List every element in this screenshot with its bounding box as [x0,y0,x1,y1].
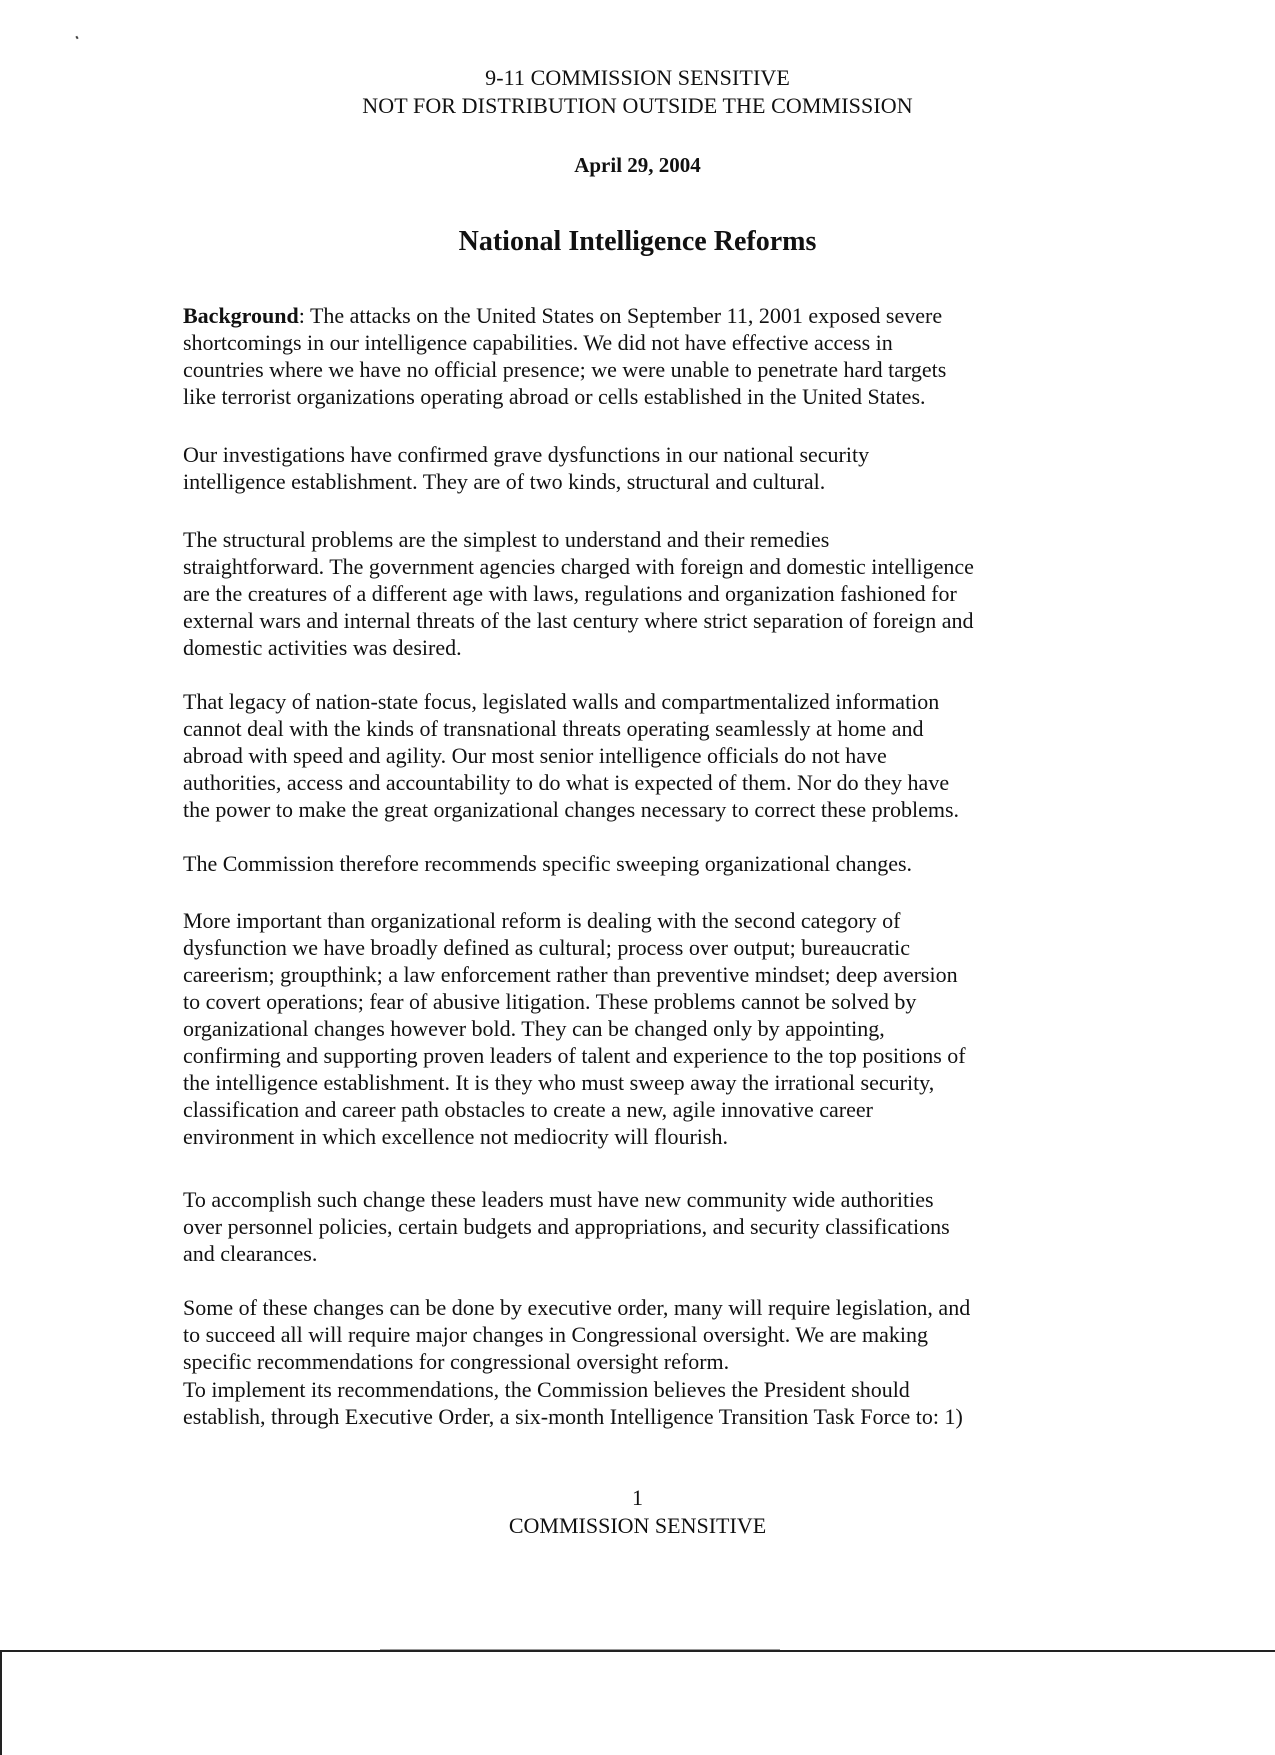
paragraph-task-force [183,1376,1103,1430]
paragraph-line: Some of these changes can be done by executive order, many will require legislation, and [183,1295,971,1320]
paragraph-line: external wars and internal threats of the last century where strict separation of foreign and [183,608,974,633]
paragraph-line: classification and career path obstacles to create a new, agile innovative career [183,1097,873,1122]
paragraph-line: To implement its recommendations, the Commission believes the President should [183,1377,910,1402]
paragraph-line: careerism; groupthink; a law enforcement rather than preventive mindset; deep aversion [183,962,958,987]
paragraph-line-text: : The attacks on the United States on September 11, 2001 exposed severe [298,303,943,328]
paragraph-line: dysfunction we have broadly defined as cultural; process over output; bureaucratic [183,935,910,960]
paragraph-background [183,302,1103,410]
paragraph-legacy [183,688,1103,823]
paragraph-line: intelligence establishment. They are of two kinds, structural and cultural. [183,469,826,494]
paragraph-line: environment in which excellence not mediocrity will flourish. [183,1124,728,1149]
scan-artifact-border [0,1650,1275,1652]
paragraph-line: domestic activities was desired. [183,635,462,660]
paragraph-line: abroad with speed and agility. Our most senior intelligence officials do not have [183,743,887,768]
paragraph-line: That legacy of nation-state focus, legislated walls and compartmentalized information [183,689,940,714]
paragraph-line: More important than organizational reform is dealing with the second category of [183,908,901,933]
paragraph-line: the power to make the great organizational changes necessary to correct these problems. [183,797,960,822]
paragraph-line: specific recommendations for congressional oversight reform. [183,1349,730,1374]
scan-speck [75,36,78,40]
paragraph-line: the intelligence establishment. It is they who must sweep away the irrational security, [183,1070,935,1095]
background-heading: Background [183,303,299,328]
paragraph-structural-problems [183,526,1103,661]
paragraph-executive-order [183,1294,1103,1375]
classification-header-line-2: NOT FOR DISTRIBUTION OUTSIDE THE COMMISSION [362,93,913,118]
paragraph-line: and clearances. [183,1241,318,1266]
paragraph-line: shortcomings in our intelligence capabilities. We did not have effective access in [183,330,893,355]
paragraph-line: countries where we have no official presence; we were unable to penetrate hard targets [183,357,947,382]
paragraph-cultural-dysfunction [183,907,1103,1150]
paragraph-line: Our investigations have confirmed grave dysfunctions in our national security [183,442,870,467]
paragraph-line: authorities, access and accountability to do what is expected of them. Nor do they have [183,770,950,795]
classification-header-line-1: 9-11 COMMISSION SENSITIVE [485,65,790,90]
scan-artifact-edge [0,1650,2,1755]
classification-footer: COMMISSION SENSITIVE [508,1513,767,1538]
paragraph-line: organizational changes however bold. They can be changed only by appointing, [183,1016,885,1041]
paragraph-line: over personnel policies, certain budgets and appropriations, and security classifications [183,1214,950,1239]
paragraph-line: are the creatures of a different age with laws, regulations and organization fashioned for [183,581,957,606]
document-date: April 29, 2004 [574,153,701,177]
paragraph-line: to succeed all will require major changes in Congressional oversight. We are making [183,1322,928,1347]
page-number: 1 [632,1485,643,1510]
paragraph-line: establish, through Executive Order, a six-month Intelligence Transition Task Force to: 1) [183,1404,963,1429]
paragraph-line: confirming and supporting proven leaders of talent and experience to the top positions of [183,1043,966,1068]
paragraph-line: The Commission therefore recommends specific sweeping organizational changes. [183,851,913,876]
paragraph-line: to covert operations; fear of abusive litigation. These problems cannot be solved by [183,989,917,1014]
paragraph-investigations [183,441,1103,495]
paragraph-line: To accomplish such change these leaders must have new community wide authorities [183,1187,934,1212]
paragraph-line [183,302,1103,329]
paragraph-recommendation [183,850,1103,877]
paragraph-line: straightforward. The government agencies charged with foreign and domestic intelligence [183,554,974,579]
paragraph-authorities [183,1186,1103,1267]
paragraph-line: The structural problems are the simplest to understand and their remedies [183,527,830,552]
document-title: National Intelligence Reforms [458,226,817,257]
paragraph-line: cannot deal with the kinds of transnational threats operating seamlessly at home and [183,716,924,741]
paragraph-line: like terrorist organizations operating abroad or cells established in the United States. [183,384,926,409]
